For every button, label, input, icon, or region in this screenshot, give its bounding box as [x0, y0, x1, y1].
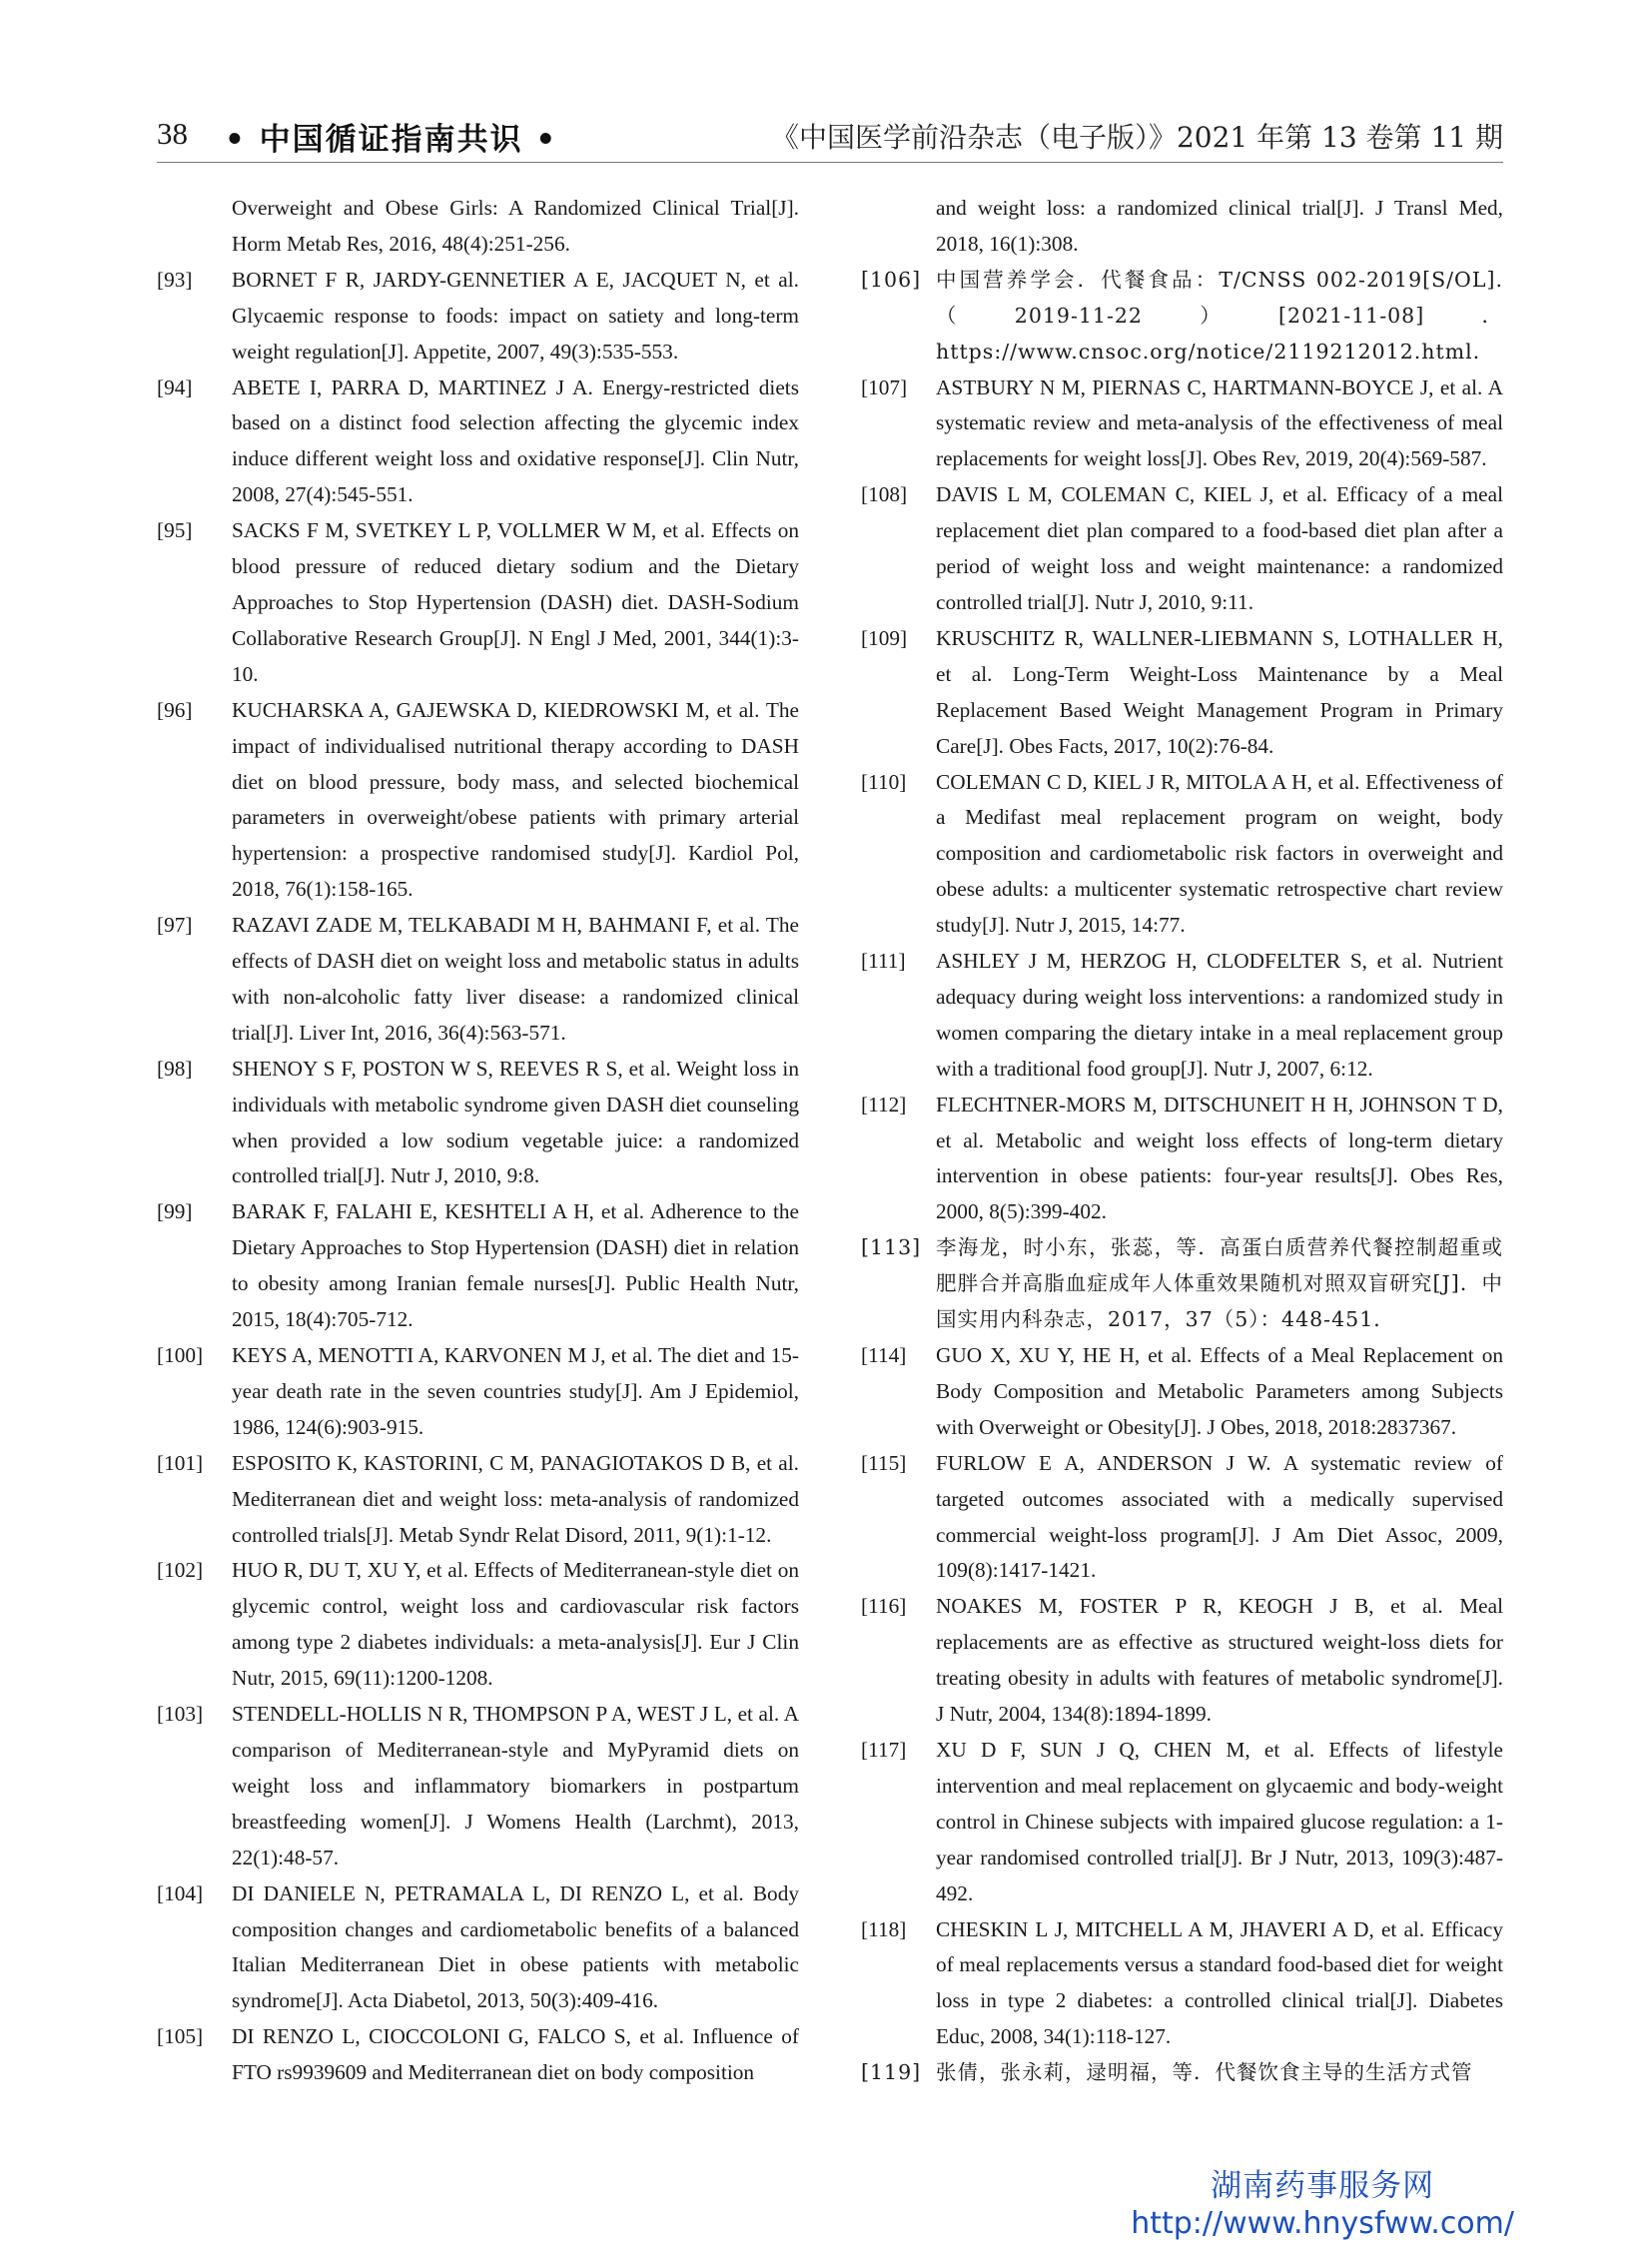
reference-item [861, 1912, 1503, 2056]
reference-text: GUO X, XU Y, HE H, et al. Effects of a Meal Replacement on Body Composition and Metabolic Parameters among Subjects with Overweight or Obesity[J]. J Obes, 2018, 2018:2837367. [936, 1343, 1503, 1439]
reference-text: KUCHARSKA A, GAJEWSKA D, KIEDROWSKI M, et al. The impact of individualised nutritional therapy according to DASH diet on blood pressure, body mass, and selected biochemical parameters in overweight/obese patients with primary arterial hypertension: a prospective randomised study[J]. Kardiol Pol, 2018, 76(1):158-165. [232, 697, 799, 902]
reference-text: 张倩，张永莉，逯明福，等．代餐饮食主导的生活方式管 [936, 2060, 1473, 2085]
reference-text: CHESKIN L J, MITCHELL A M, JHAVERI A D, et al. Efficacy of meal replacements versus a standard food-based diet for weight loss in type 2 diabetes: a controlled clinical trial[J]. Diabetes Educ, 2008, 34(1):118-127. [936, 1916, 1503, 2049]
reference-item [157, 1338, 799, 1446]
reference-item [157, 693, 799, 908]
reference-item [861, 2055, 1503, 2091]
reference-number: [97] [157, 913, 193, 938]
reference-text: KRUSCHITZ R, WALLNER-LIEBMANN S, LOTHALLER H, et al. Long-Term Weight-Loss Maintenance by a Meal Replacement Based Weight Management Program in Primary Care[J]. Obes Facts, 2017, 10(2):76-84. [936, 625, 1503, 758]
reference-number: [111] [861, 949, 906, 974]
reference-number: [99] [157, 1199, 193, 1224]
watermark-url: http://www.hnysfww.com/ [1131, 2206, 1514, 2241]
reference-text: ESPOSITO K, KASTORINI, C M, PANAGIOTAKOS D B, et al. Mediterranean diet and weight loss: meta-analysis of randomized controlled trials[J]. Metab Syndr Relat Disord, 2011, 9(1):1-12. [232, 1450, 799, 1547]
reference-text: NOAKES M, FOSTER P R, KEOGH J B, et al. Meal replacements are as effective as structured weight-loss diets for treating obesity in adults with features of metabolic syndrome[J]. J Nutr, 2004, 134(8):1894-1899. [936, 1594, 1503, 1727]
reference-number: [110] [861, 769, 907, 794]
reference-number: [107] [861, 374, 908, 399]
reference-item [157, 1876, 799, 2020]
reference-item [861, 1733, 1503, 1912]
reference-number: [114] [861, 1343, 907, 1367]
reference-text: COLEMAN C D, KIEL J R, MITOLA A H, et al. Effectiveness of a Medifast meal replacement program on weight, body composition and cardiometabolic risk factors in overweight and obese adults: a multicenter systematic retrospective chart review study[J]. Nutr J, 2015, 14:77. [936, 769, 1503, 938]
right-column [861, 191, 1503, 2091]
reference-item [861, 944, 1503, 1088]
reference-text: BARAK F, FALAHI E, KESHTELI A H, et al. Adherence to the Dietary Approaches to Stop Hypertension (DASH) diet in relation to obesity among Iranian female nurses[J]. Public Health Nutr, 2015, 18(4):705-712. [232, 1199, 799, 1332]
reference-item [157, 1052, 799, 1195]
reference-text: FURLOW E A, ANDERSON J W. A systematic review of targeted outcomes associated with a medically supervised commercial weight-loss program[J]. J Am Diet Assoc, 2009, 109(8):1417-1421. [936, 1450, 1503, 1583]
header-rule [157, 162, 1503, 163]
reference-number: [117] [861, 1737, 907, 1762]
reference-number: [101] [157, 1450, 204, 1475]
reference-item [861, 765, 1503, 945]
reference-text: SACKS F M, SVETKEY L P, VOLLMER W M, et al. Effects on blood pressure of reduced dietary sodium and the Dietary Approaches to Stop Hypertension (DASH) diet. DASH-Sodium Collaborative Research Group[J]. N Engl J Med, 2001, 344(1):3-10. [232, 518, 799, 686]
reference-number: [108] [861, 482, 908, 507]
reference-number: [113] [861, 1235, 922, 1260]
reference-text: KEYS A, MENOTTI A, KARVONEN M J, et al. The diet and 15-year death rate in the seven countries study[J]. Am J Epidemiol, 1986, 124(6):903-915. [232, 1343, 799, 1439]
reference-text: BORNET F R, JARDY-GENNETIER A E, JACQUET N, et al. Glycaemic response to foods: impact on satiety and long-term weight regulation[J]. Appetite, 2007, 49(3):535-553. [232, 267, 799, 364]
reference-text: XU D F, SUN J Q, CHEN M, et al. Effects of lifestyle intervention and meal replacement on glycaemic and body-weight control in Chinese subjects with impaired glucose regulation: a 1-year randomised controlled trial[J]. Br J Nutr, 2013, 109(3):487-492. [936, 1737, 1503, 1905]
reference-number: [109] [861, 625, 908, 650]
reference-number: [94] [157, 374, 193, 399]
reference-item [157, 1194, 799, 1338]
reference-item [157, 1697, 799, 1876]
reference-item [861, 621, 1503, 765]
reference-number: [119] [861, 2060, 922, 2085]
page-number: 38 [157, 116, 188, 151]
reference-item [861, 477, 1503, 621]
reference-number: [102] [157, 1558, 204, 1583]
reference-number: [93] [157, 267, 193, 292]
journal-citation: 《中国医学前沿杂志（电子版）》2021 年第 13 卷第 11 期 [770, 121, 1503, 154]
reference-number: [106] [861, 267, 922, 292]
page-header [157, 112, 1503, 162]
reference-item [157, 513, 799, 693]
reference-number: [95] [157, 518, 193, 543]
reference-item [157, 2019, 799, 2091]
left-column [157, 191, 799, 2091]
reference-text: HUO R, DU T, XU Y, et al. Effects of Mediterranean-style diet on glycemic control, weight loss and cardiovascular risk factors among type 2 diabetes individuals: a meta-analysis[J]. Eur J Clin Nutr, 2015, 69(11):1200-1208. [232, 1558, 799, 1691]
reference-text: SHENOY S F, POSTON W S, REEVES R S, et al. Weight loss in individuals with metabolic syndrome given DASH diet counseling when provided a low sodium vegetable juice: a randomized controlled trial[J]. Nutr J, 2010, 9:8. [232, 1056, 799, 1188]
reference-text: DI DANIELE N, PETRAMALA L, DI RENZO L, et al. Body composition changes and cardiometabolic benefits of a balanced Italian Mediterranean Diet in obese patients with metabolic syndrome[J]. Acta Diabetol, 2013, 50(3):409-416. [232, 1880, 799, 2013]
reference-text: ASHLEY J M, HERZOG H, CLODFELTER S, et al. Nutrient adequacy during weight loss interventions: a randomized study in women comparing the dietary intake in a meal replacement group with a traditional food group[J]. Nutr J, 2007, 6:12. [936, 949, 1503, 1081]
reference-number: [112] [861, 1092, 907, 1117]
reference-text: 李海龙，时小东，张蕊，等．高蛋白质营养代餐控制超重或肥胖合并高脂血症成年人体重效果随机对照双盲研究[J]．中国实用内科杂志，2017，37（5）：448-451． [936, 1235, 1503, 1332]
reference-item [861, 263, 1503, 371]
reference-item [157, 371, 799, 514]
reference-number: [98] [157, 1056, 193, 1081]
reference-item [157, 1446, 799, 1554]
reference-item [861, 1230, 1503, 1338]
reference-item [157, 908, 799, 1052]
reference-text: DAVIS L M, COLEMAN C, KIEL J, et al. Efficacy of a meal replacement diet plan compared to a food-based diet plan after a period of weight loss and weight maintenance: a randomized controlled trial[J]. Nutr J, 2010, 9:11. [936, 482, 1503, 614]
reference-item [861, 1446, 1503, 1590]
reference-continuation: and weight loss: a randomized clinical trial[J]. J Transl Med, 2018, 16(1):308. [936, 196, 1503, 256]
reference-item [157, 1553, 799, 1697]
reference-item [861, 1088, 1503, 1231]
reference-text: DI RENZO L, CIOCCOLONI G, FALCO S, et al. Influence of FTO rs9939609 and Mediterranean diet on body composition [232, 2024, 799, 2085]
reference-number: [116] [861, 1594, 907, 1619]
reference-number: [104] [157, 1880, 204, 1905]
reference-text: ABETE I, PARRA D, MARTINEZ J A. Energy-restricted diets based on a distinct food selection affecting the glycemic index induce different weight loss and oxidative response[J]. Clin Nutr, 2008, 27(4):545-551. [232, 374, 799, 507]
reference-text: STENDELL-HOLLIS N R, THOMPSON P A, WEST J L, et al. A comparison of Mediterranean-style and MyPyramid diets on weight loss and inflammatory biomarkers in postpartum breastfeeding women[J]. J Womens Health (Larchmt), 2013, 22(1):48-57. [232, 1702, 799, 1869]
reference-number: [118] [861, 1916, 907, 1941]
reference-number: [96] [157, 697, 193, 722]
site-watermark [1131, 2167, 1514, 2243]
reference-number: [103] [157, 1702, 204, 1727]
reference-number: [105] [157, 2024, 204, 2049]
reference-item [861, 371, 1503, 478]
reference-text: FLECHTNER-MORS M, DITSCHUNEIT H H, JOHNSON T D, et al. Metabolic and weight loss effects of long-term dietary intervention in obese patients: four-year results[J]. Obes Res, 2000, 8(5):399-402. [936, 1092, 1503, 1224]
reference-number: [115] [861, 1450, 907, 1475]
reference-text: ASTBURY N M, PIERNAS C, HARTMANN-BOYCE J, et al. A systematic review and meta-analysis of the effectiveness of meal replacements for weight loss[J]. Obes Rev, 2019, 20(4):569-587. [936, 374, 1503, 471]
reference-number: [100] [157, 1343, 204, 1367]
reference-text: 中国营养学会．代餐食品：T/CNSS 002-2019[S/OL].（2019-11-22）[2021-11-08]．https://www.cnsoc.org/notice/2119212012.html． [936, 267, 1503, 364]
reference-text: RAZAVI ZADE M, TELKABADI M H, BAHMANI F, et al. The effects of DASH diet on weight loss and metabolic status in adults with non-alcoholic fatty liver disease: a randomized clinical trial[J]. Liver Int, 2016, 36(4):563-571. [232, 913, 799, 1045]
reference-continuation: Overweight and Obese Girls: A Randomized Clinical Trial[J]. Horm Metab Res, 2016, 48(4):251-256. [232, 196, 799, 256]
reference-item [157, 263, 799, 371]
reference-item [861, 1338, 1503, 1446]
reference-item [861, 1589, 1503, 1733]
section-title: • 中国循证指南共识 • [225, 122, 558, 158]
watermark-name: 湖南药事服务网 [1211, 2168, 1435, 2204]
